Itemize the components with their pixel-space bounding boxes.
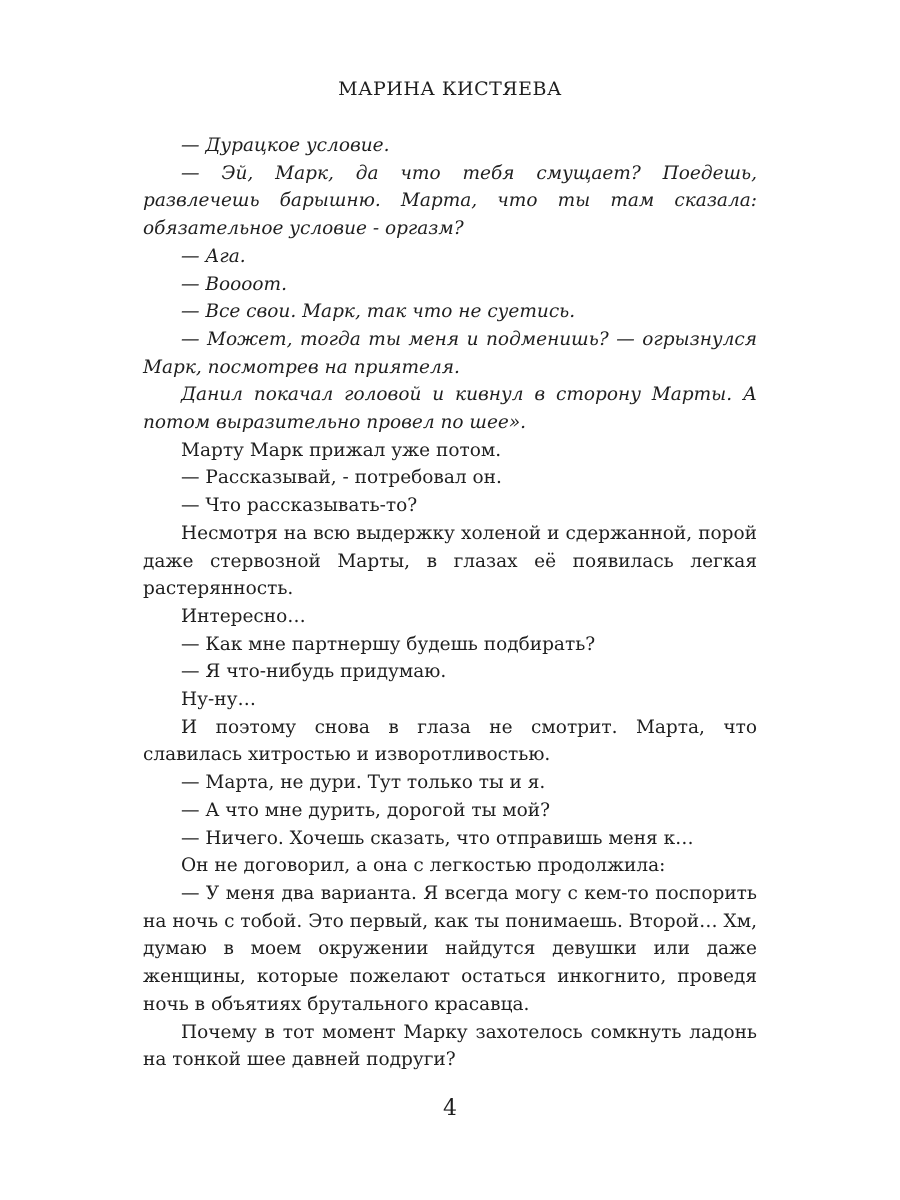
- paragraph: — Ничего. Хочешь сказать, что отправишь меня к…: [181, 827, 694, 849]
- paragraph: — Эй, Марк, да что тебя смущает? Поедешь, развлечешь барышню. Марта, что ты там сказала: обязательное условие - оргазм?: [143, 162, 757, 240]
- paragraph: Почему в тот момент Марку захотелось сомкнуть ладонь на тонкой шее давней подруги?: [143, 1021, 757, 1071]
- paragraph: — Я что-нибудь придумаю.: [181, 661, 447, 683]
- paragraph: Ну-ну…: [181, 689, 256, 711]
- paragraph: — Рассказывай, - потребовал он.: [181, 467, 502, 489]
- running-header: МАРИНА КИСТЯЕВА: [338, 78, 562, 100]
- paragraph: — Как мне партнершу будешь подбирать?: [181, 633, 596, 655]
- paragraph: И поэтому снова в глаза не смотрит. Марта, что славилась хитростью и изворотливостью.: [143, 716, 757, 766]
- body-text: [143, 132, 757, 1074]
- paragraph: — Марта, не дури. Тут только ты и я.: [181, 772, 546, 794]
- paragraph: — Воооот.: [181, 273, 287, 295]
- paragraph: — Что рассказывать-то?: [181, 495, 418, 517]
- paragraph: Он не договорил, а она с легкостью продолжила:: [181, 855, 666, 877]
- paragraph: Данил покачал головой и кивнул в сторону Марты. А потом выразительно провел по шее».: [143, 384, 757, 434]
- paragraph: — Ага.: [181, 245, 246, 267]
- paragraph: Несмотря на всю выдержку холеной и сдержанной, порой даже стервозной Марты, в глазах её появилась легкая растерянность.: [143, 522, 757, 600]
- paragraph: Интересно…: [181, 605, 306, 627]
- paragraph: Марту Марк прижал уже потом.: [181, 439, 502, 461]
- paragraph: — Может, тогда ты меня и подменишь? — огрызнулся Марк, посмотрев на приятеля.: [143, 328, 757, 378]
- paragraph: — А что мне дурить, дорогой ты мой?: [181, 799, 550, 821]
- paragraph: — Все свои. Марк, так что не суетись.: [181, 301, 576, 323]
- paragraph: — У меня два варианта. Я всегда могу с кем-то поспорить на ночь с тобой. Это первый, как ты понимаешь. Второй… Хм, думаю в моем окружении найдутся девушки или даже женщины, которые пожелают остаться инкогнито, проведя ночь в объятиях брутального красавца.: [143, 882, 757, 1015]
- paragraph: — Дурацкое условие.: [181, 135, 390, 156]
- page-number: 4: [443, 1096, 457, 1121]
